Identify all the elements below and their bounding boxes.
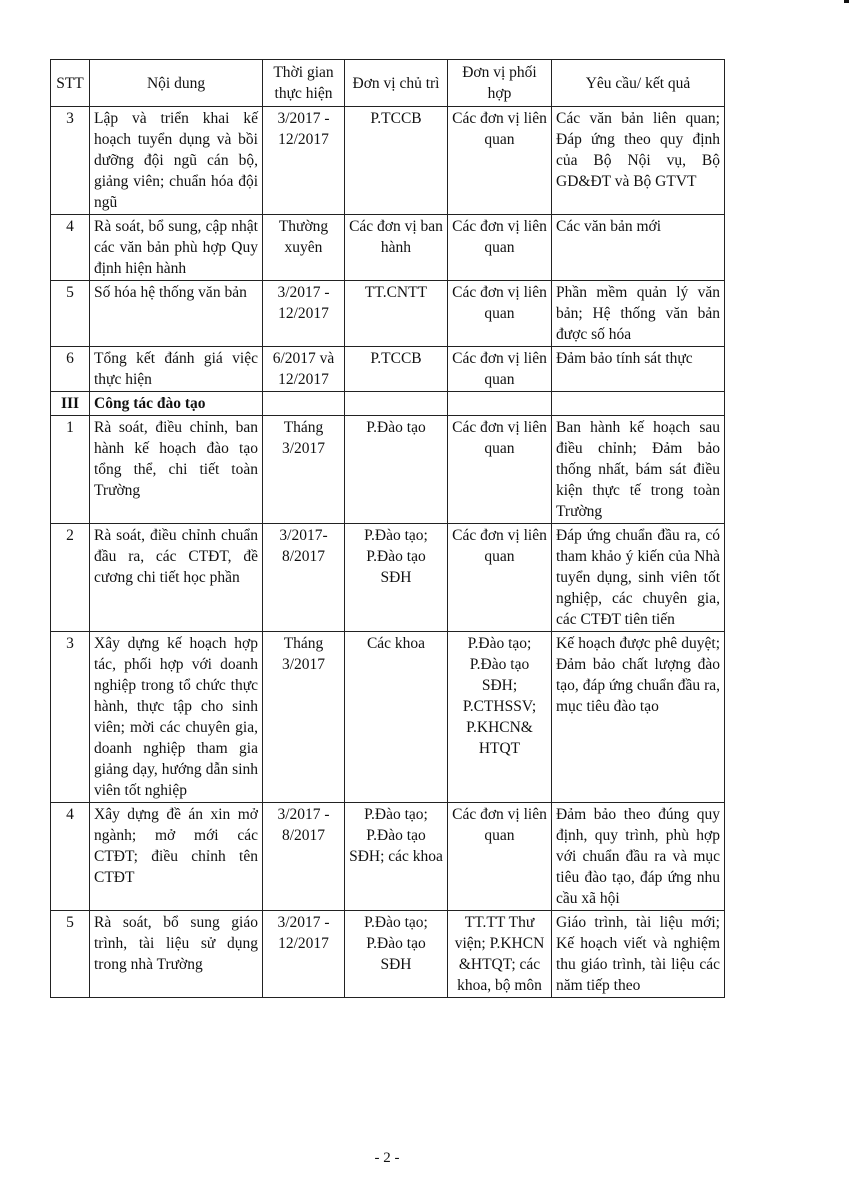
cell-content: Lập và triển khai kế hoạch tuyển dụng và bồi dưỡng đội ngũ cán bộ, giảng viên; chuẩn hóa đội ngũ	[90, 107, 263, 215]
cell-time: 6/2017 và 12/2017	[263, 347, 345, 392]
cell-stt: 1	[51, 416, 90, 524]
empty-cell	[448, 392, 552, 416]
header-stt: STT	[51, 60, 90, 107]
cell-time: Tháng 3/2017	[263, 632, 345, 803]
cell-lead-unit: Các khoa	[345, 632, 448, 803]
header-lead-unit: Đơn vị chủ trì	[345, 60, 448, 107]
table-row	[51, 632, 725, 803]
cell-result: Đáp ứng chuẩn đầu ra, có tham khảo ý kiến của Nhà tuyển dụng, sinh viên tốt nghiệp, các chuyên gia, các CTĐT tiên tiến	[552, 524, 725, 632]
cell-content: Số hóa hệ thống văn bản	[90, 281, 263, 347]
cell-result: Kế hoạch được phê duyệt; Đảm bảo chất lượng đào tạo, đáp ứng chuẩn đầu ra, mục tiêu đào tạo	[552, 632, 725, 803]
cell-content: Rà soát, bổ sung giáo trình, tài liệu sử dụng trong nhà Trường	[90, 911, 263, 998]
cell-stt: 5	[51, 911, 90, 998]
cell-result: Đảm bảo theo đúng quy định, quy trình, phù hợp với chuẩn đầu ra và mục tiêu đào tạo, đáp ứng nhu cầu xã hội	[552, 803, 725, 911]
cell-stt: 4	[51, 215, 90, 281]
cell-lead-unit: TT.CNTT	[345, 281, 448, 347]
cell-time: Tháng 3/2017	[263, 416, 345, 524]
header-result: Yêu cầu/ kết quả	[552, 60, 725, 107]
table-row	[51, 107, 725, 215]
cell-content: Tổng kết đánh giá việc thực hiện	[90, 347, 263, 392]
cell-time: 3/2017 - 8/2017	[263, 803, 345, 911]
cell-coop-unit: Các đơn vị liên quan	[448, 281, 552, 347]
header-coop-unit: Đơn vị phối hợp	[448, 60, 552, 107]
cell-lead-unit: P.TCCB	[345, 107, 448, 215]
cell-coop-unit: Các đơn vị liên quan	[448, 803, 552, 911]
cell-time: Thường xuyên	[263, 215, 345, 281]
section-title: Công tác đào tạo	[90, 392, 263, 416]
cell-result: Giáo trình, tài liệu mới; Kế hoạch viết và nghiệm thu giáo trình, tài liệu các năm tiếp theo	[552, 911, 725, 998]
table-row	[51, 416, 725, 524]
table-header-row	[51, 60, 725, 107]
cell-stt: 5	[51, 281, 90, 347]
empty-cell	[552, 392, 725, 416]
section-number: III	[51, 392, 90, 416]
empty-cell	[263, 392, 345, 416]
cell-result: Các văn bản liên quan; Đáp ứng theo quy định của Bộ Nội vụ, Bộ GD&ĐT và Bộ GTVT	[552, 107, 725, 215]
plan-table	[50, 59, 725, 998]
cell-lead-unit: P.Đào tạo	[345, 416, 448, 524]
cell-result: Phần mềm quản lý văn bản; Hệ thống văn bản được số hóa	[552, 281, 725, 347]
scan-corner-mark	[844, 0, 849, 3]
cell-stt: 3	[51, 632, 90, 803]
cell-content: Xây dựng đề án xin mở ngành; mở mới các CTĐT; điều chỉnh tên CTĐT	[90, 803, 263, 911]
cell-lead-unit: P.TCCB	[345, 347, 448, 392]
cell-result: Ban hành kế hoạch sau điều chỉnh; Đảm bảo thống nhất, bám sát điều kiện thực tế trong toàn Trường	[552, 416, 725, 524]
cell-coop-unit: P.Đào tạo; P.Đào tạo SĐH; P.CTHSSV; P.KHCN& HTQT	[448, 632, 552, 803]
cell-content: Xây dựng kế hoạch hợp tác, phối hợp với doanh nghiệp trong tổ chức thực hành, thực tập cho sinh viên; mời các chuyên gia, doanh nghiệp tham gia giảng dạy, hướng dẫn sinh viên tốt nghiệp	[90, 632, 263, 803]
cell-content: Rà soát, điều chỉnh chuẩn đầu ra, các CTĐT, đề cương chi tiết học phần	[90, 524, 263, 632]
table-row	[51, 524, 725, 632]
cell-time: 3/2017- 8/2017	[263, 524, 345, 632]
cell-stt: 4	[51, 803, 90, 911]
cell-time: 3/2017 - 12/2017	[263, 911, 345, 998]
cell-stt: 2	[51, 524, 90, 632]
table-row	[51, 281, 725, 347]
cell-coop-unit: Các đơn vị liên quan	[448, 524, 552, 632]
cell-coop-unit: Các đơn vị liên quan	[448, 347, 552, 392]
cell-lead-unit: Các đơn vị ban hành	[345, 215, 448, 281]
cell-stt: 6	[51, 347, 90, 392]
cell-coop-unit: Các đơn vị liên quan	[448, 107, 552, 215]
cell-stt: 3	[51, 107, 90, 215]
header-time: Thời gian thực hiện	[263, 60, 345, 107]
cell-content: Rà soát, bổ sung, cập nhật các văn bản phù hợp Quy định hiện hành	[90, 215, 263, 281]
empty-cell	[345, 392, 448, 416]
table-row	[51, 347, 725, 392]
header-content: Nội dung	[90, 60, 263, 107]
table-row	[51, 803, 725, 911]
cell-result: Đảm bảo tính sát thực	[552, 347, 725, 392]
cell-lead-unit: P.Đào tạo; P.Đào tạo SĐH; các khoa	[345, 803, 448, 911]
cell-coop-unit: Các đơn vị liên quan	[448, 215, 552, 281]
cell-coop-unit: Các đơn vị liên quan	[448, 416, 552, 524]
section-row	[51, 392, 725, 416]
cell-result: Các văn bản mới	[552, 215, 725, 281]
cell-coop-unit: TT.TT Thư viện; P.KHCN &HTQT; các khoa, bộ môn	[448, 911, 552, 998]
cell-lead-unit: P.Đào tạo; P.Đào tạo SĐH	[345, 524, 448, 632]
cell-content: Rà soát, điều chỉnh, ban hành kế hoạch đào tạo tổng thể, chi tiết toàn Trường	[90, 416, 263, 524]
cell-lead-unit: P.Đào tạo; P.Đào tạo SĐH	[345, 911, 448, 998]
cell-time: 3/2017 - 12/2017	[263, 281, 345, 347]
page-number: - 2 -	[374, 1150, 400, 1166]
cell-time: 3/2017 - 12/2017	[263, 107, 345, 215]
table-row	[51, 215, 725, 281]
table-row	[51, 911, 725, 998]
